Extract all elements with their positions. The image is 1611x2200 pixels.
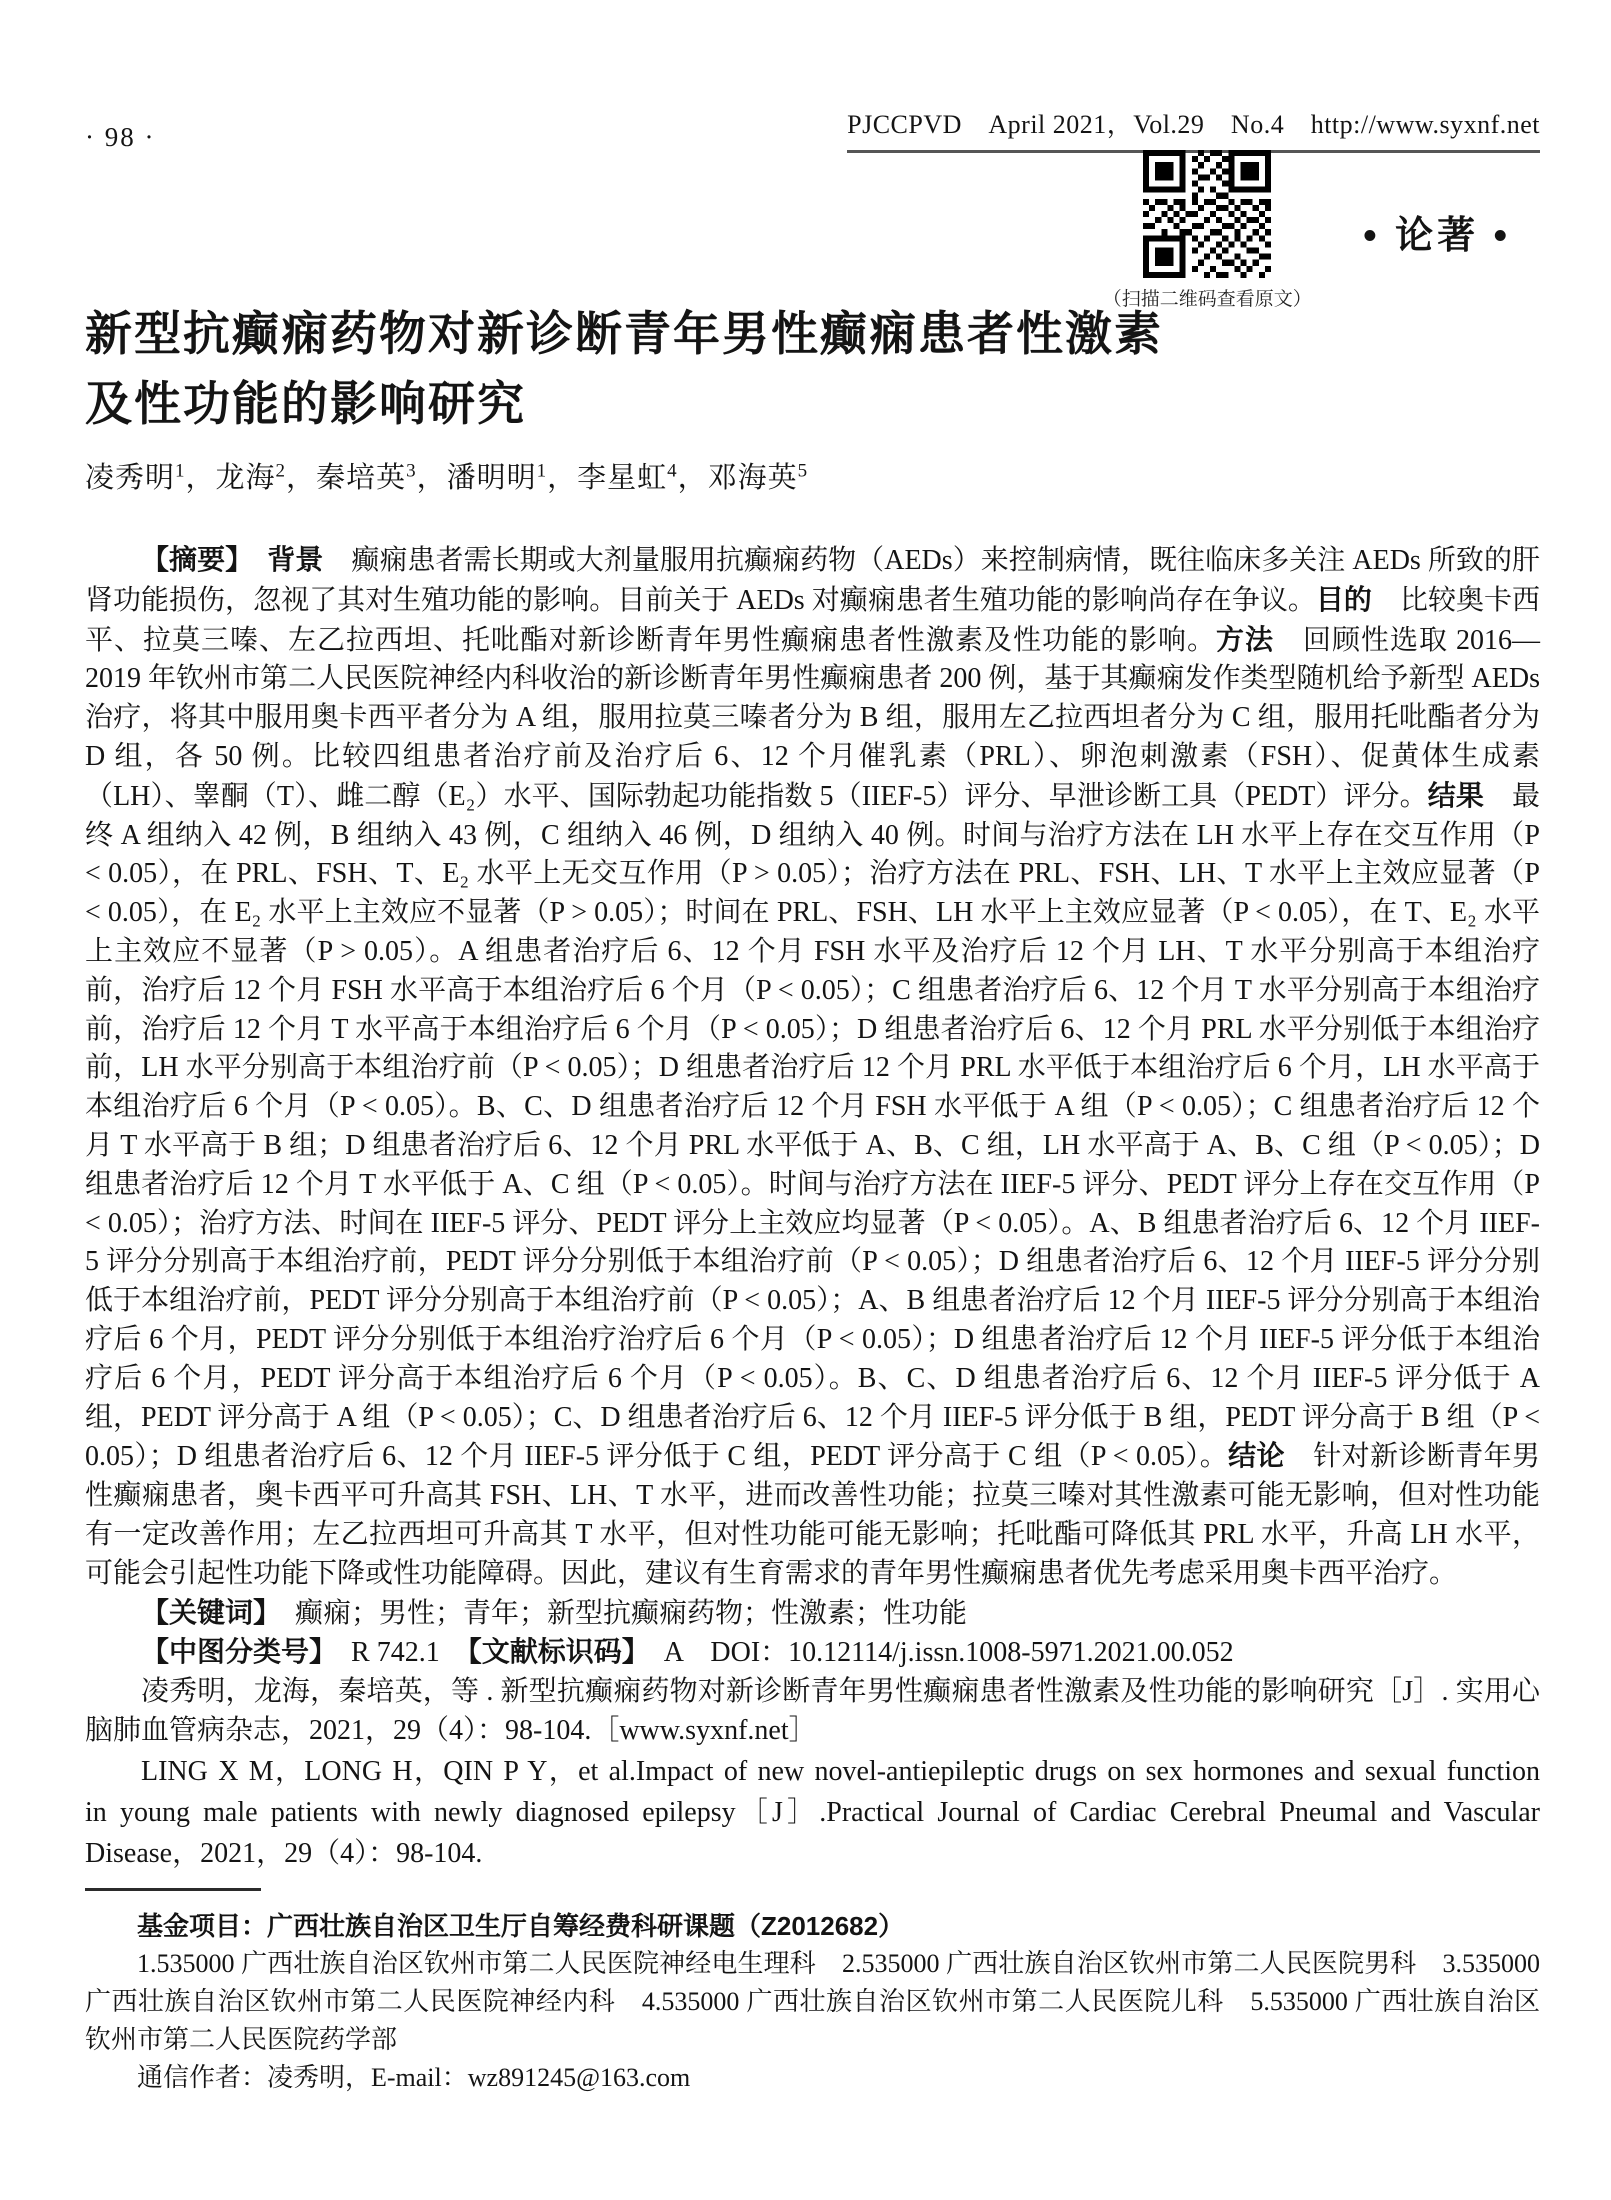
abstract-paragraph: 【摘要】 背景 癫痫患者需长期或大剂量服用抗癫痫药物（AEDs）来控制病情，既往临床多关注 AEDs 所致的肝肾功能损伤，忽视了其对生殖功能的影响。目前关于 AEDs 对癫痫患者生殖功能的影响尚存在争议。目的 比较奥卡西平、拉莫三嗪、左乙拉西坦、托吡酯对新诊断青年男性癫痫患者性激素及性功能的影响。方法 回顾性选取 2016—2019 年钦州市第二人民医院神经内科收治的新诊断青年男性癫痫患者 200 例，基于其癫痫发作类型随机给予新型 AEDs 治疗，将其中服用奥卡西平者分为 A 组，服用拉莫三嗪者分为 B 组，服用左乙拉西坦者分为 C 组，服用托吡酯者分为 D 组，各 50 例。比较四组患者治疗前及治疗后 6、12 个月催乳素（PRL）、卵泡刺激素（FSH）、促黄体生成素（LH）、睾酮（T）、雌二醇（E₂）水平、国际勃起功能指数 5（IIEF-5）评分、早泄诊断工具（PEDT）评分。结果 最终 A 组纳入 42 例，B 组纳入 43 例，C 组纳入 46 例，D 组纳入 40 例。时间与治疗方法在 LH 水平上存在交互作用（P < 0.05），在 PRL、FSH、T、E₂ 水平上无交互作用（P > 0.05）；治疗方法在 PRL、FSH、LH、T 水平上主效应显著（P < 0.05），在 E₂ 水平上主效应不显著（P > 0.05）；时间在 PRL、FSH、LH 水平上主效应显著（P < 0.05），在 T、E₂ 水平上主效应不显著（P > 0.05）。A 组患者治疗后 6、12 个月 FSH 水平及治疗后 12 个月 LH、T 水平分别高于本组治疗前，治疗后 12 个月 FSH 水平高于本组治疗后 6 个月（P < 0.05）；C 组患者治疗后 6、12 个月 T 水平分别高于本组治疗前，治疗后 12 个月 T 水平高于本组治疗后 6 个月（P < 0.05）；D 组患者治疗后 6、12 个月 PRL 水平分别低于本组治疗前，LH 水平分别高于本组治疗前（P < 0.05）；D 组患者治疗后 12 个月 PRL 水平低于本组治疗后 6 个月，LH 水平高于本组治疗后 6 个月（P < 0.05）。B、C、D 组患者治疗后 12 个月 FSH 水平低于 A 组（P < 0.05）；C 组患者治疗后 12 个月 T 水平高于 B 组；D 组患者治疗后 6、12 个月 PRL 水平低于 A、B、C 组，LH 水平高于 A、B、C 组（P < 0.05）；D 组患者治疗后 12 个月 T 水平低于 A、C 组（P < 0.05）。时间与治疗方法在 IIEF-5 评分、PEDT 评分上存在交互作用（P < 0.05）；治疗方法、时间在 IIEF-5 评分、PEDT 评分上主效应均显著（P < 0.05）。A、B 组患者治疗后 6、12 个月 IIEF-5 评分分别高于本组治疗前，PEDT 评分分别低于本组治疗前（P < 0.05）；D 组患者治疗后 6、12 个月 IIEF-5 评分分别低于本组治疗前，PEDT 评分分别高于本组治疗前（P < 0.05）；A、B 组患者治疗后 12 个月 IIEF-5 评分分别高于本组治疗后 6 个月，PEDT 评分分别低于本组治疗治疗后 6 个月（P < 0.05）；D 组患者治疗后 12 个月 IIEF-5 评分低于本组治疗后 6 个月，PEDT 评分高于本组治疗后 6 个月（P < 0.05）。B、C、D 组患者治疗后 6、12 个月 IIEF-5 评分低于 A 组，PEDT 评分高于 A 组（P < 0.05）；C、D 组患者治疗后 6、12 个月 IIEF-5 评分低于 B 组，PEDT 评分高于 B 组（P < 0.05）；D 组患者治疗后 6、12 个月 IIEF-5 评分低于 C 组，PEDT 评分高于 C 组（P < 0.05）。结论 针对新诊断青年男性癫痫患者，奥卡西平可升高其 FSH、LH、T 水平，进而改善性功能；拉莫三嗪对其性激素可能无影响，但对性功能有一定改善作用；左乙拉西坦可升高其 T 水平，但对性功能可能无影响；托吡酯可降低其 PRL 水平，升高 LH 水平，可能会引起性功能下降或性功能障碍。因此，建议有生育需求的青年男性癫痫患者优先考虑采用奥卡西平治疗。	[85, 544, 1540, 1589]
journal-header: PJCCPVD April 2021，Vol.29 No.4 http://www.syxnf.net	[847, 104, 1540, 153]
page-header	[85, 104, 1540, 153]
classification-line: 【中图分类号】 R 742.1 【文献标识码】 A DOI：10.12114/j.issn.1008-5971.2021.00.052	[141, 1636, 1234, 1669]
affiliations: 1.535000 广西壮族自治区钦州市第二人民医院神经电生理科 2.535000 广西壮族自治区钦州市第二人民医院男科 3.535000 广西壮族自治区钦州市第二人民医院神经内科 4.535000 广西壮族自治区钦州市第二人民医院儿科 5.535000 广西壮族自治区钦州市第二人民医院药学部	[85, 1948, 1540, 2054]
qr-caption: （扫描二维码查看原文）	[1102, 289, 1312, 310]
qr-block	[1081, 150, 1333, 311]
footnote-divider	[85, 1888, 261, 1891]
article-type-label: • 论著 •	[1363, 215, 1511, 257]
fund-project-line: 基金项目：广西壮族自治区卫生厅自筹经费科研课题（Z2012682）	[137, 1910, 905, 1941]
citation-english: LING X M，LONG H，QIN P Y，et al.Impact of new novel-antiepileptic drugs on sex hormones and sexual function in young male patients with newly diagnosed epilepsy［J］.Practical Journal of Cardiac Cerebral Pneumal and Vascular Disease，2021，29（4）：98-104.	[85, 1755, 1540, 1869]
page-number: · 98 ·	[85, 122, 156, 152]
qr-cluster	[1081, 150, 1511, 311]
article-title	[85, 299, 1205, 439]
keywords-line: 【关键词】 癫痫；男性；青年；新型抗癫痫药物；性激素；性功能	[141, 1596, 968, 1629]
footnote-block	[85, 1907, 1540, 2097]
correspondence-line: 通信作者：凌秀明，E-mail：wz891245@163.com	[137, 2062, 691, 2092]
article-title-line1: 新型抗癫痫药物对新诊断青年男性癫痫患者性激素	[85, 307, 1163, 360]
qr-code-icon	[1143, 150, 1271, 278]
citation-chinese: 凌秀明，龙海，秦培英，等 . 新型抗癫痫药物对新诊断青年男性癫痫患者性激素及性功能的影响研究［J］. 实用心脑肺血管病杂志，2021，29（4）：98-104.［www.syxnf.net］	[85, 1676, 1540, 1746]
article-title-line2: 及性功能的影响研究	[85, 377, 526, 430]
authors-line: 凌秀明$^1$，龙海$^2$，秦培英$^3$，潘明明$^1$，李星虹$^4$，邓海英$^5$	[85, 460, 809, 494]
